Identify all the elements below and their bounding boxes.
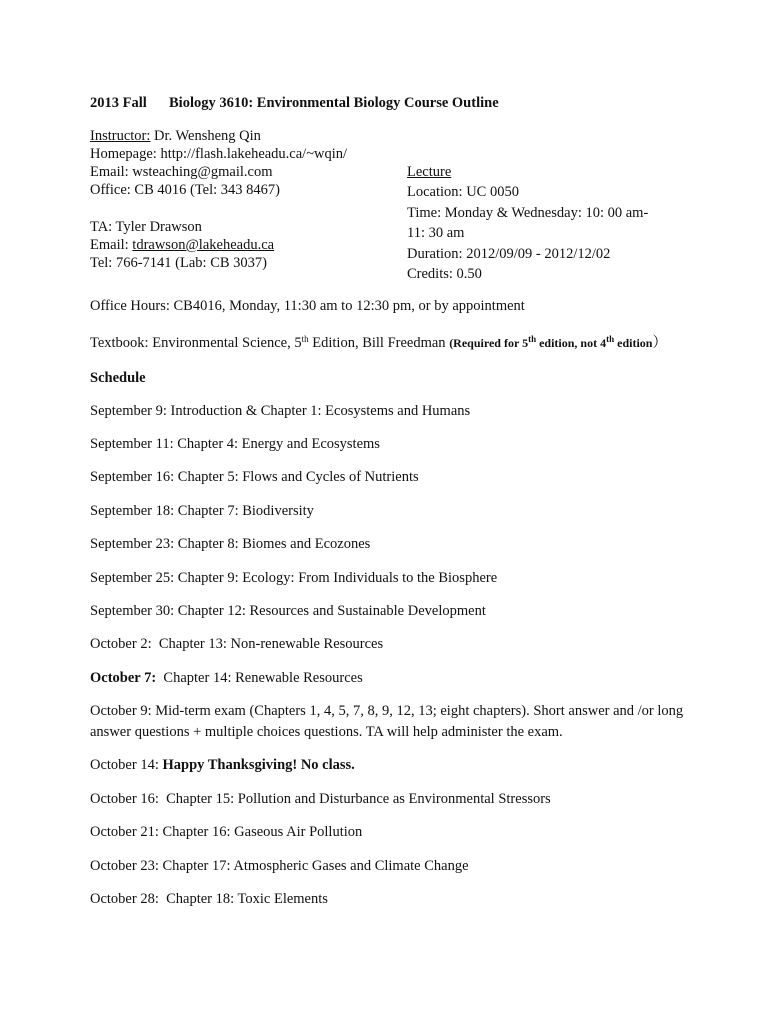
contact-info <box>90 127 347 272</box>
schedule-text: Chapter 17: Atmospheric Gases and Climate Change <box>158 858 469 874</box>
schedule-item <box>90 756 355 774</box>
schedule-text: Chapter 9: Ecology: From Individuals to the Biosphere <box>174 570 498 586</box>
schedule-date: October 16: <box>90 791 159 807</box>
schedule-date: October 28: <box>90 891 159 907</box>
schedule-text: Chapter 16: Gaseous Air Pollution <box>158 824 363 840</box>
ta-name: TA: Tyler Drawson <box>90 219 202 235</box>
schedule-item <box>90 823 362 841</box>
schedule-text: Chapter 13: Non-renewable Resources <box>151 636 384 652</box>
instructor-email: Email: wsteaching@gmail.com <box>90 164 273 180</box>
schedule-date: September 16: <box>90 469 175 485</box>
schedule-date: October 2: <box>90 636 152 652</box>
schedule-item <box>90 669 363 687</box>
lecture-credits: Credits: 0.50 <box>407 265 482 282</box>
lecture-heading: Lecture <box>407 164 452 180</box>
schedule-heading: Schedule <box>90 370 146 386</box>
instructor-office: Office: CB 4016 (Tel: 343 8467) <box>90 182 281 198</box>
schedule-date: October 23: <box>90 858 159 874</box>
schedule-text: Chapter 18: Toxic Elements <box>158 891 328 907</box>
instructor-name: Dr. Wensheng Qin <box>154 128 261 144</box>
schedule-date: September 23: <box>90 536 175 552</box>
schedule-date: September 30: <box>90 603 175 619</box>
course-title: Biology 3610: Environmental Biology Course Outline <box>169 95 499 111</box>
schedule-date: September 18: <box>90 503 175 519</box>
schedule-item <box>90 602 486 620</box>
instructor-label: Instructor: <box>90 128 151 144</box>
schedule-text: Mid-term exam (Chapters 1, 4, 5, 7, 8, 9, 12, 13; eight chapters). Short answer and /or long answer questions + multiple choices questions. TA will help administer the exam. <box>90 703 684 740</box>
schedule-item <box>90 535 370 553</box>
schedule-date: October 14: <box>90 757 159 773</box>
lecture-location: Location: UC 0050 <box>407 184 519 201</box>
schedule-date: September 25: <box>90 570 175 586</box>
textbook-note-sup2: th <box>606 334 615 344</box>
textbook-note-a: (Required for 5 <box>449 336 529 350</box>
schedule-item <box>90 635 383 653</box>
schedule-date: October 21: <box>90 824 159 840</box>
schedule-date: October 7: <box>90 670 157 686</box>
textbook-mid: Edition, Bill Freedman <box>308 335 450 351</box>
textbook-sup: th <box>301 334 309 344</box>
textbook-note-c: edition <box>614 336 653 350</box>
schedule-text: Chapter 7: Biodiversity <box>174 503 314 519</box>
schedule-item <box>90 890 328 908</box>
textbook-note-sup1: th <box>528 334 537 344</box>
schedule-text: Chapter 8: Biomes and Ecozones <box>174 536 371 552</box>
schedule-item <box>90 569 497 587</box>
lecture-info <box>407 162 648 284</box>
schedule-text: Chapter 4: Energy and Ecosystems <box>173 436 380 452</box>
lecture-duration: Duration: 2012/09/09 - 2012/12/02 <box>407 245 611 262</box>
schedule-text: Chapter 12: Resources and Sustainable Development <box>174 603 486 619</box>
ta-email-line <box>90 236 347 254</box>
schedule-text: Introduction & Chapter 1: Ecosystems and Humans <box>166 403 471 419</box>
schedule-item <box>90 790 551 808</box>
lecture-time-cont: 11: 30 am <box>407 225 465 242</box>
textbook-prefix: Textbook: Environmental Science, 5 <box>90 335 302 351</box>
schedule-text: Chapter 5: Flows and Cycles of Nutrients <box>174 469 419 485</box>
textbook-line <box>90 334 667 352</box>
term-label: 2013 Fall <box>90 95 147 111</box>
lecture-time: Time: Monday & Wednesday: 10: 00 am- <box>407 204 649 221</box>
office-hours: Office Hours: CB4016, Monday, 11:30 am to 12:30 pm, or by appointment <box>90 298 525 314</box>
instructor-line <box>90 127 347 145</box>
schedule-item <box>90 402 470 420</box>
schedule-date: September 9: <box>90 403 167 419</box>
textbook-note-close: ） <box>652 335 667 351</box>
ta-email-label: Email: <box>90 237 133 253</box>
ta-tel: Tel: 766-7141 (Lab: CB 3037) <box>90 255 267 271</box>
textbook-note-b: edition, not 4 <box>536 336 607 350</box>
textbook-note <box>449 336 652 350</box>
schedule-date: October 9: <box>90 703 152 719</box>
instructor-homepage: Homepage: http://flash.lakeheadu.ca/~wqin/ <box>90 146 348 162</box>
schedule-item <box>90 502 314 520</box>
schedule-item <box>90 468 419 486</box>
schedule-text: Chapter 14: Renewable Resources <box>156 670 363 686</box>
schedule-text: Chapter 15: Pollution and Disturbance as Environmental Stressors <box>158 791 551 807</box>
schedule-date: September 11: <box>90 436 174 452</box>
schedule-item <box>90 435 380 453</box>
schedule-text: Happy Thanksgiving! No class. <box>162 757 355 773</box>
ta-email-link[interactable]: tdrawson@lakeheadu.ca <box>132 237 275 253</box>
schedule-item <box>90 857 469 875</box>
schedule-item <box>90 701 695 743</box>
